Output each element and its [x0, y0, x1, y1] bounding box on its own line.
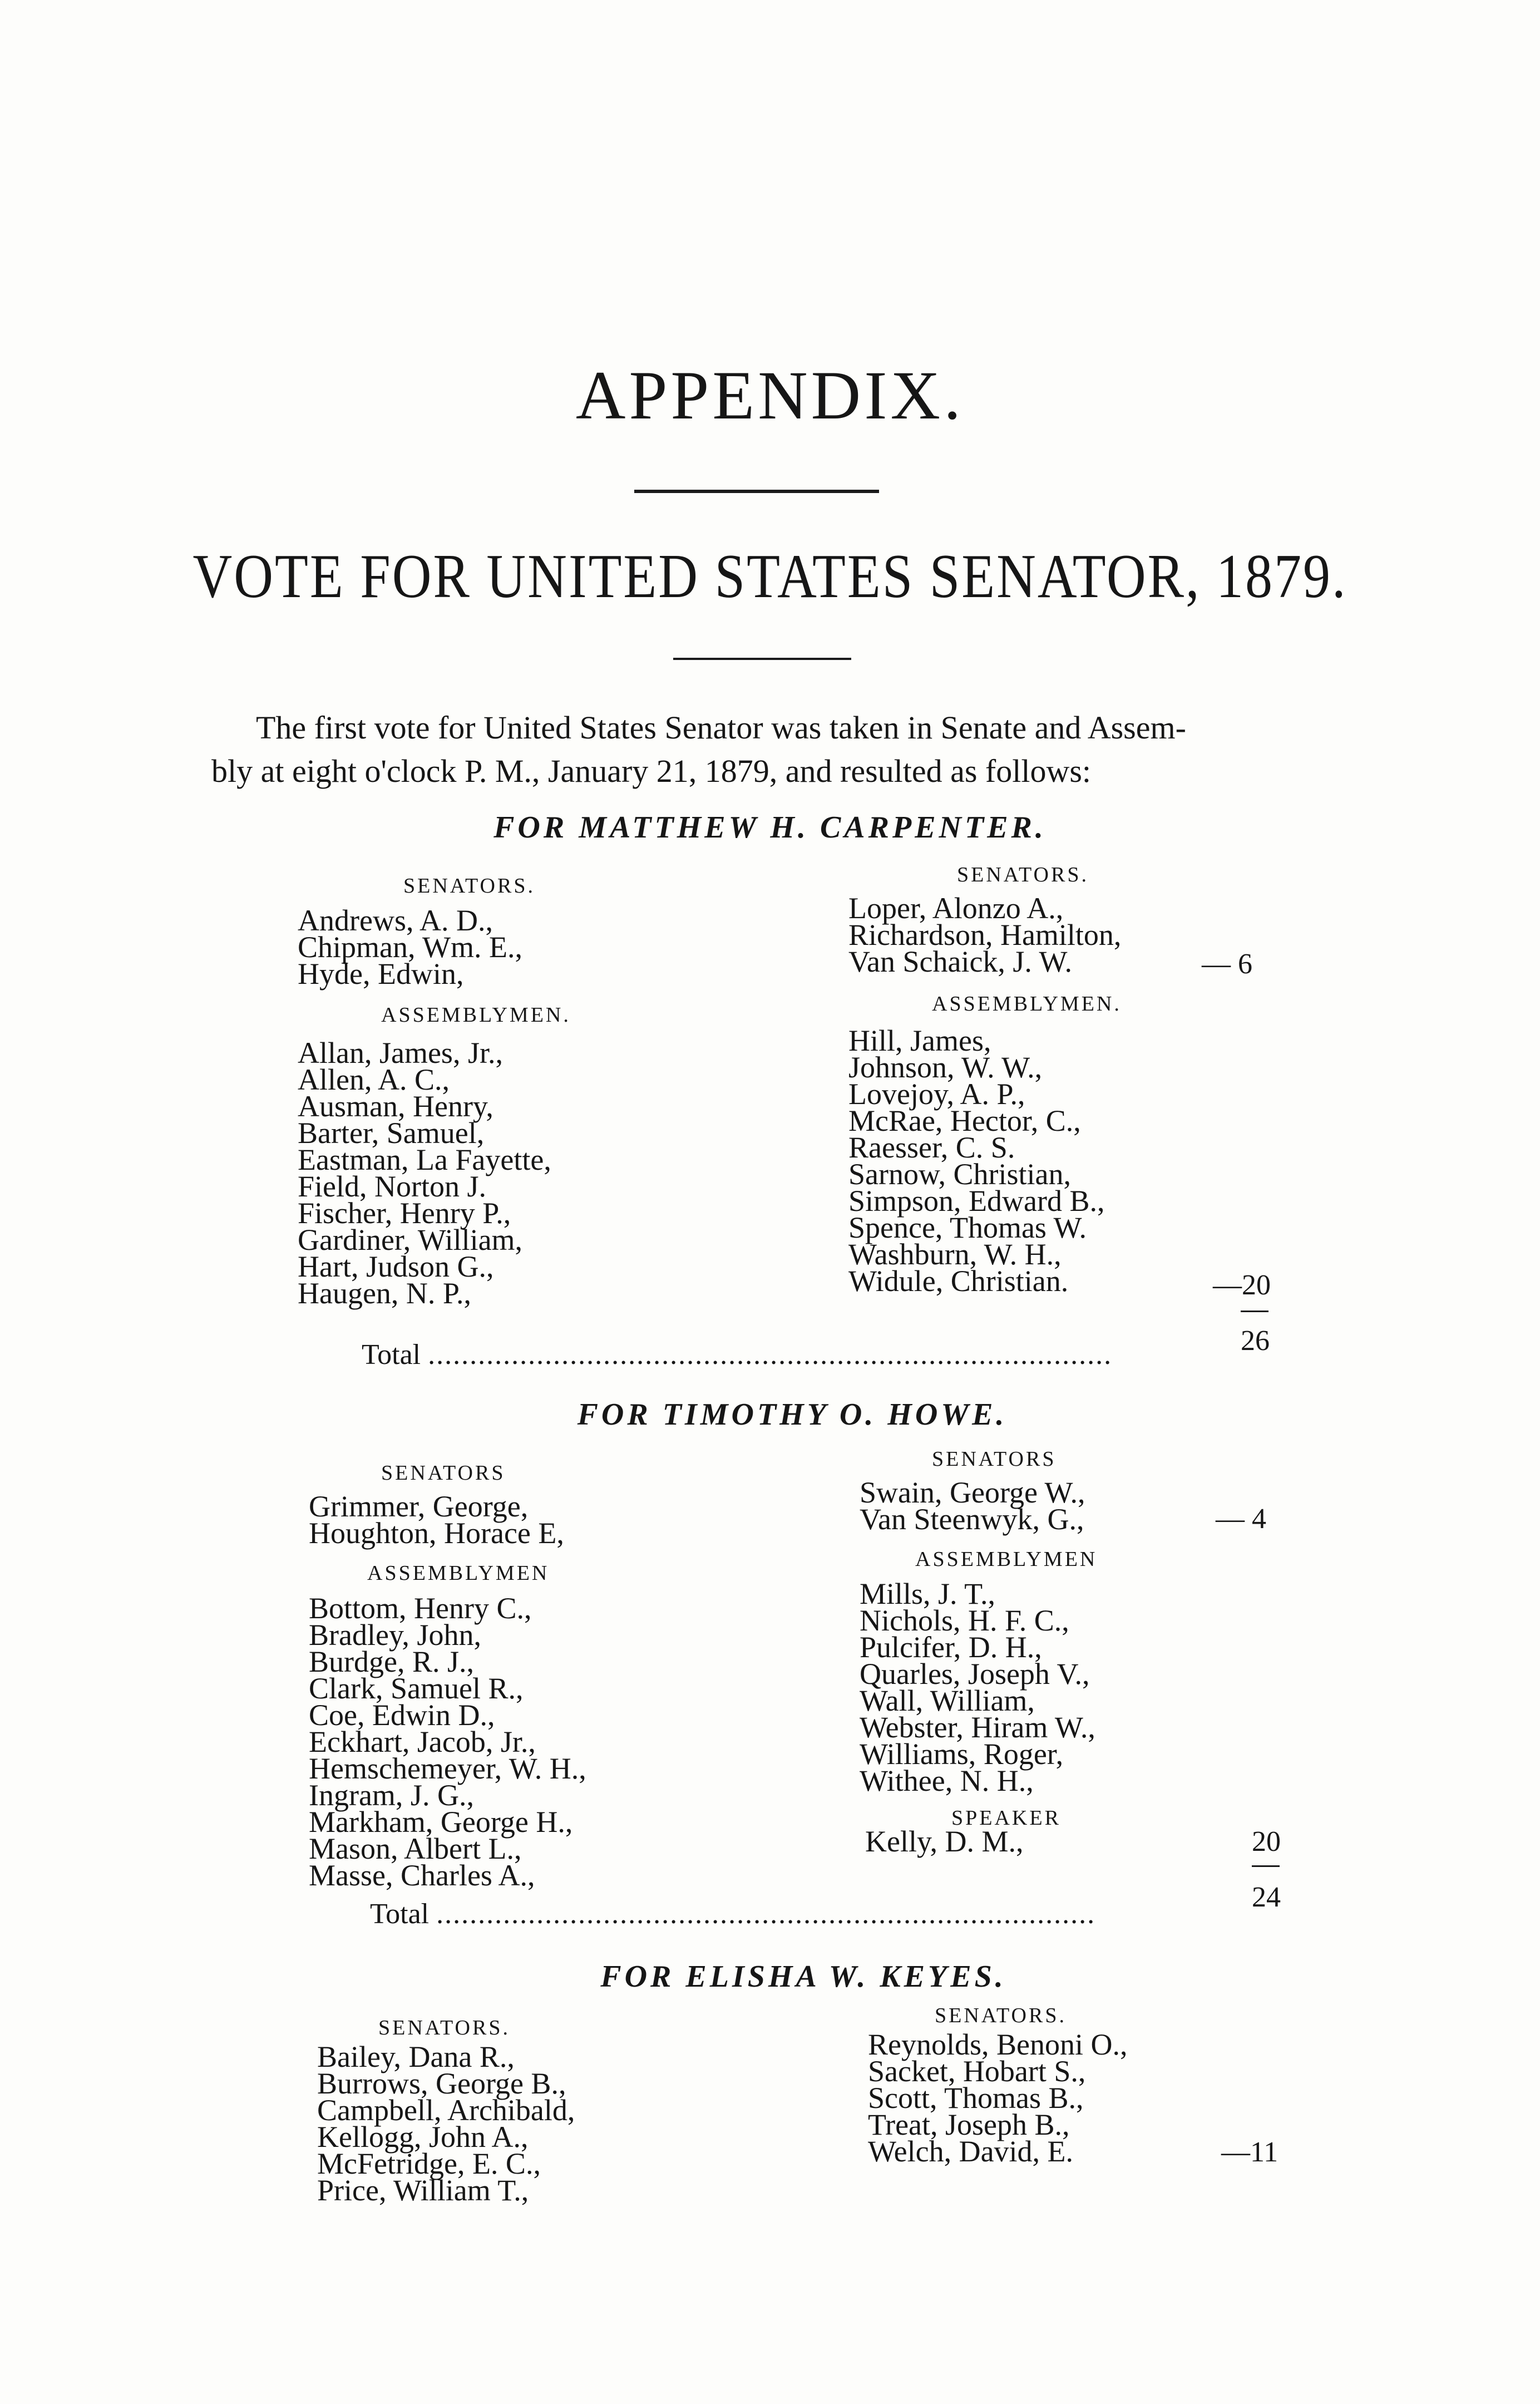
senator-name: Price, William T., [317, 2174, 529, 2207]
keyes-heading: FOR ELISHA W. KEYES. [600, 1959, 1006, 1994]
howe-sum-rule [1252, 1865, 1280, 1867]
senator-name: Reynolds, Benoni O., [868, 2028, 1128, 2061]
howe-senators-left [309, 1490, 564, 1550]
title-rule-bottom [673, 658, 851, 660]
assemblyman-name: Eastman, La Fayette, [298, 1143, 551, 1176]
carpenter-senators-count: — 6 [1202, 948, 1252, 980]
senator-name: McFetridge, E. C., [317, 2147, 541, 2180]
senator-name: Van Schaick, J. W. [848, 945, 1072, 978]
assemblyman-name: Barter, Samuel, [298, 1116, 485, 1150]
assemblyman-name: Gardiner, William, [298, 1223, 523, 1257]
carpenter-total-row [362, 1338, 1112, 1371]
assemblyman-name: Haugen, N. P., [298, 1277, 471, 1310]
assemblyman-name: Johnson, W. W., [848, 1051, 1043, 1084]
carpenter-total-value: 26 [1241, 1325, 1270, 1357]
assemblyman-name: Allen, A. C., [298, 1063, 450, 1096]
assemblyman-name: Ingram, J. G., [309, 1779, 474, 1812]
senator-name: Treat, Joseph B., [868, 2108, 1070, 2141]
assemblyman-name: Mills, J. T., [860, 1577, 996, 1610]
howe-senators-count: — 4 [1216, 1503, 1266, 1535]
assemblyman-name: McRae, Hector, C., [848, 1104, 1081, 1137]
senator-name: Bailey, Dana R., [317, 2040, 515, 2073]
senator-name: Kellogg, John A., [317, 2120, 529, 2154]
howe-speaker: Kelly, D. M., [865, 1825, 1024, 1858]
assemblyman-name: Field, Norton J. [298, 1170, 487, 1203]
assemblyman-name: Masse, Charles A., [309, 1859, 535, 1892]
intro-line-2: bly at eight o'clock P. M., January 21, 1879, and resulted as follows: [211, 753, 1092, 789]
senator-name: Chipman, Wm. E., [298, 930, 522, 964]
senator-name: Loper, Alonzo A., [848, 891, 1064, 925]
senator-name: Welch, David, E. [868, 2135, 1074, 2168]
assemblyman-name: Nichols, H. F. C., [860, 1604, 1069, 1637]
keyes-senators-right [868, 2028, 1128, 2168]
assemblyman-name: Burdge, R. J., [309, 1645, 474, 1678]
carpenter-assembly-label-left: ASSEMBLYMEN. [381, 1003, 571, 1027]
carpenter-sum-rule [1241, 1311, 1268, 1312]
assemblyman-name: Markham, George H., [309, 1805, 573, 1839]
howe-assembly-count: 20 [1252, 1826, 1281, 1858]
senator-name: Van Steenwyk, G., [860, 1502, 1084, 1536]
senator-name: Scott, Thomas B., [868, 2081, 1084, 2115]
howe-assembly-left [309, 1592, 586, 1892]
senator-name: Houghton, Horace E, [309, 1516, 564, 1550]
assemblyman-name: Widule, Christian. [848, 1264, 1069, 1298]
assemblyman-name: Coe, Edwin D., [309, 1698, 495, 1732]
assemblyman-name: Bradley, John, [309, 1618, 481, 1652]
senator-name: Richardson, Hamilton, [848, 918, 1122, 952]
assemblyman-name: Quarles, Joseph V., [860, 1657, 1090, 1691]
carpenter-senators-left [298, 904, 522, 991]
assemblyman-name: Eckhart, Jacob, Jr., [309, 1725, 536, 1758]
keyes-senators-left [317, 2040, 575, 2207]
carpenter-assembly-label-right: ASSEMBLYMEN. [932, 992, 1122, 1016]
senator-name: Grimmer, George, [309, 1490, 529, 1523]
howe-total-row [370, 1898, 1095, 1930]
carpenter-assembly-right [848, 1024, 1105, 1298]
assemblyman-name: Webster, Hiram W., [860, 1711, 1095, 1744]
assemblyman-name: Hemschemeyer, W. H., [309, 1752, 586, 1785]
senator-name: Hyde, Edwin, [298, 957, 464, 991]
senator-name: Andrews, A. D., [298, 904, 493, 937]
assemblyman-name: Spence, Thomas W. [848, 1211, 1087, 1244]
intro-line-1: The first vote for United States Senator was taken in Senate and Assem- [256, 710, 1186, 746]
assemblyman-name: Mason, Albert L., [309, 1832, 522, 1865]
assemblyman-name: Bottom, Henry C., [309, 1592, 532, 1625]
senator-name: Campbell, Archibald, [317, 2093, 575, 2127]
carpenter-senators-label-right: SENATORS. [957, 863, 1089, 886]
assemblyman-name: Washburn, W. H., [848, 1238, 1062, 1271]
dot-leader: .................................................................................. [428, 1339, 1113, 1371]
assemblyman-name: Williams, Roger, [860, 1737, 1064, 1771]
howe-total-value: 24 [1252, 1881, 1281, 1913]
assemblyman-name: Ausman, Henry, [298, 1090, 493, 1123]
keyes-senators-label-right: SENATORS. [935, 2004, 1067, 2027]
senator-name: Swain, George W., [860, 1476, 1085, 1509]
carpenter-heading: FOR MATTHEW H. CARPENTER. [493, 810, 1047, 845]
assemblyman-name: Sarnow, Christian, [848, 1157, 1071, 1191]
assemblyman-name: Simpson, Edward B., [848, 1184, 1105, 1218]
howe-assembly-label-right: ASSEMBLYMEN [915, 1548, 1098, 1571]
assemblyman-name: Lovejoy, A. P., [848, 1077, 1025, 1111]
keyes-senators-label-left: SENATORS. [378, 2016, 510, 2040]
assemblyman-name: Clark, Samuel R., [309, 1672, 524, 1705]
howe-senators-label-left: SENATORS [381, 1461, 506, 1485]
carpenter-senators-right [848, 891, 1122, 978]
keyes-senators-count: —11 [1221, 2136, 1279, 2168]
title-rule-top [634, 490, 879, 493]
assemblyman-name: Hart, Judson G., [298, 1250, 494, 1283]
total-label: Total [370, 1898, 430, 1930]
appendix-title: APPENDIX. [575, 357, 965, 433]
main-title: VOTE FOR UNITED STATES SENATOR, 1879. [192, 541, 1348, 612]
assemblyman-name: Wall, William, [860, 1684, 1035, 1717]
howe-assembly-right [860, 1577, 1095, 1797]
carpenter-assembly-left [298, 1036, 551, 1310]
howe-senators-label-right: SENATORS [932, 1447, 1057, 1471]
howe-heading: FOR TIMOTHY O. HOWE. [577, 1397, 1008, 1432]
assemblyman-name: Raesser, C. S. [848, 1131, 1015, 1164]
howe-speaker-label: SPEAKER [951, 1806, 1061, 1830]
dot-leader: ............................................................................... [436, 1898, 1096, 1930]
carpenter-senators-label-left: SENATORS. [403, 874, 535, 898]
senator-name: Burrows, George B., [317, 2067, 566, 2100]
total-label: Total [362, 1339, 421, 1371]
assemblyman-name: Withee, N. H., [860, 1764, 1034, 1797]
carpenter-assembly-count: —20 [1213, 1269, 1271, 1301]
assemblyman-name: Allan, James, Jr., [298, 1036, 503, 1070]
howe-assembly-label-left: ASSEMBLYMEN [367, 1561, 550, 1585]
senator-name: Sacket, Hobart S., [868, 2055, 1086, 2088]
assemblyman-name: Fischer, Henry P., [298, 1196, 511, 1230]
assemblyman-name: Hill, James, [848, 1024, 991, 1057]
assemblyman-name: Pulcifer, D. H., [860, 1630, 1042, 1664]
howe-senators-right [860, 1476, 1085, 1536]
